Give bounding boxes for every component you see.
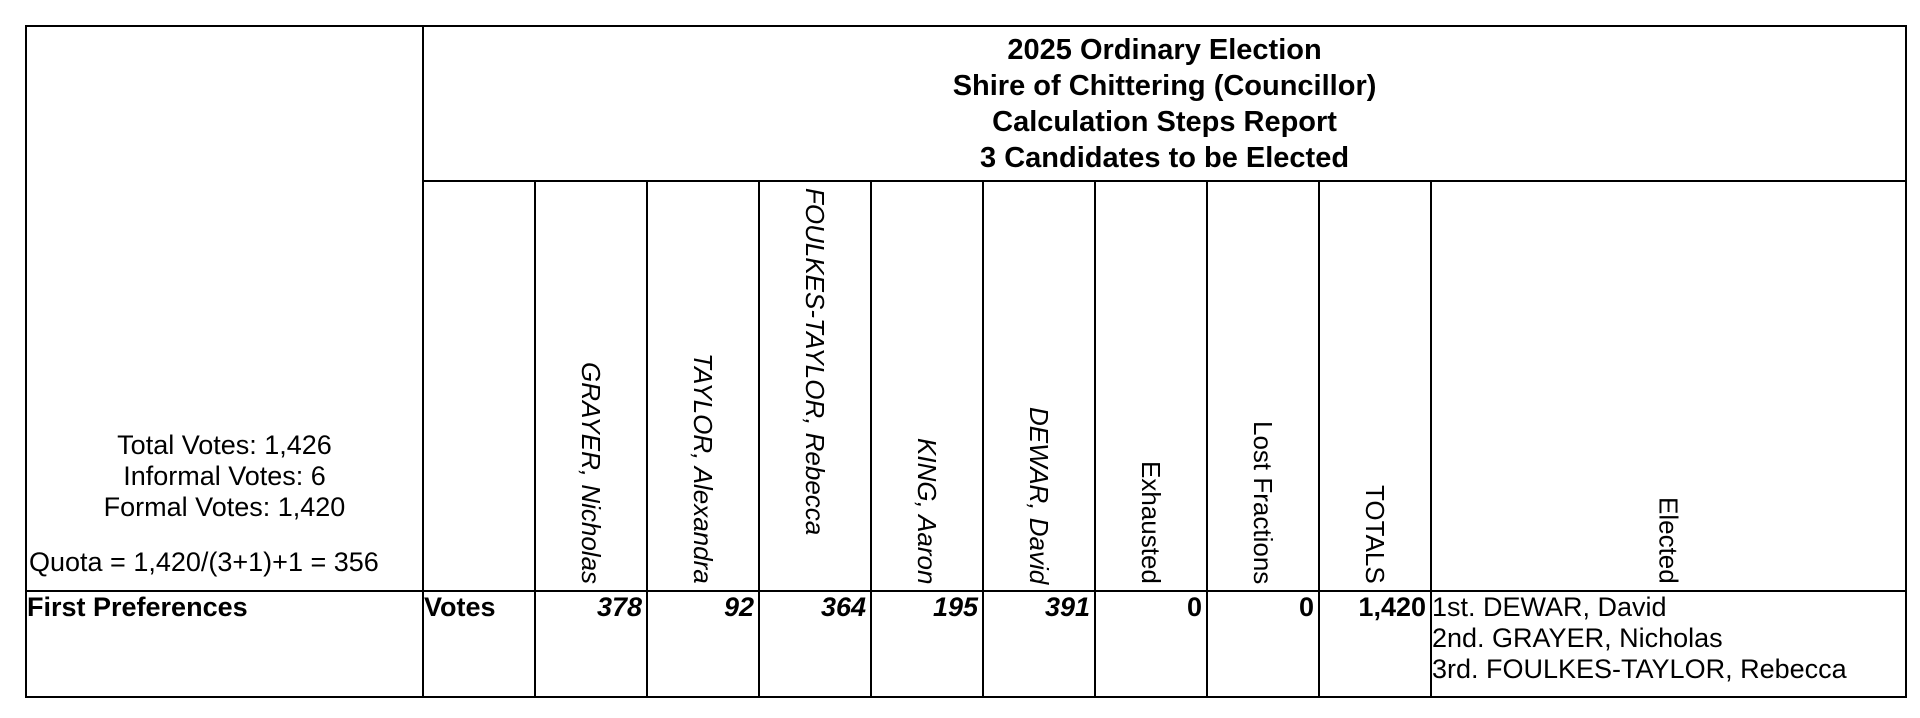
- candidate-votes: 195: [871, 591, 983, 697]
- table-row: [26, 591, 1906, 697]
- row-label: First Preferences: [26, 591, 423, 697]
- candidate-name: KING, Aaron: [912, 437, 942, 584]
- vacancies: 3 Candidates to be Elected: [980, 141, 1350, 174]
- candidate-votes: 378: [535, 591, 647, 697]
- elected-item: 3rd. FOULKES-TAYLOR, Rebecca: [1432, 654, 1847, 684]
- elected-header: [1431, 181, 1906, 591]
- calculation-steps-table: [25, 25, 1907, 698]
- quota: Quota = 1,420/(3+1)+1 = 356: [29, 547, 379, 577]
- report-title: [423, 26, 1906, 181]
- candidate-name: DEWAR, David: [1024, 406, 1054, 584]
- row-type-header: [423, 181, 535, 591]
- candidate-header: [535, 181, 647, 591]
- vote-summary-cell: [26, 26, 423, 591]
- lost-fractions-value: 0: [1207, 591, 1319, 697]
- candidate-name: GRAYER, Nicholas: [576, 361, 606, 584]
- informal-votes: Informal Votes: 6: [123, 461, 326, 491]
- elected-label: Elected: [1653, 497, 1684, 584]
- candidate-votes: 92: [647, 591, 759, 697]
- exhausted-label: Exhausted: [1136, 461, 1166, 584]
- report-name: Calculation Steps Report: [992, 105, 1337, 138]
- elected-item: 1st. DEWAR, David: [1432, 592, 1667, 622]
- council-name: Shire of Chittering (Councillor): [952, 69, 1377, 102]
- candidate-votes: 364: [759, 591, 871, 697]
- candidate-votes: 391: [983, 591, 1095, 697]
- candidate-header: [983, 181, 1095, 591]
- exhausted-value: 0: [1095, 591, 1207, 697]
- formal-votes: Formal Votes: 1,420: [103, 492, 346, 522]
- total-votes: Total Votes: 1,426: [117, 430, 332, 460]
- totals-header: [1319, 181, 1431, 591]
- candidate-header: [647, 181, 759, 591]
- totals-value: 1,420: [1319, 591, 1431, 697]
- candidate-name: FOULKES-TAYLOR, Rebecca: [800, 188, 830, 536]
- candidate-header: [759, 181, 871, 591]
- lost-fractions-label: Lost Fractions: [1248, 420, 1278, 584]
- election-name: 2025 Ordinary Election: [1007, 33, 1322, 66]
- candidate-header: [871, 181, 983, 591]
- candidate-name: TAYLOR, Alexandra: [688, 353, 718, 584]
- lost-fractions-header: [1207, 181, 1319, 591]
- elected-item: 2nd. GRAYER, Nicholas: [1432, 623, 1723, 653]
- totals-label: TOTALS: [1360, 485, 1390, 584]
- exhausted-header: [1095, 181, 1207, 591]
- elected-list: [1431, 591, 1906, 697]
- row-type: Votes: [423, 591, 535, 697]
